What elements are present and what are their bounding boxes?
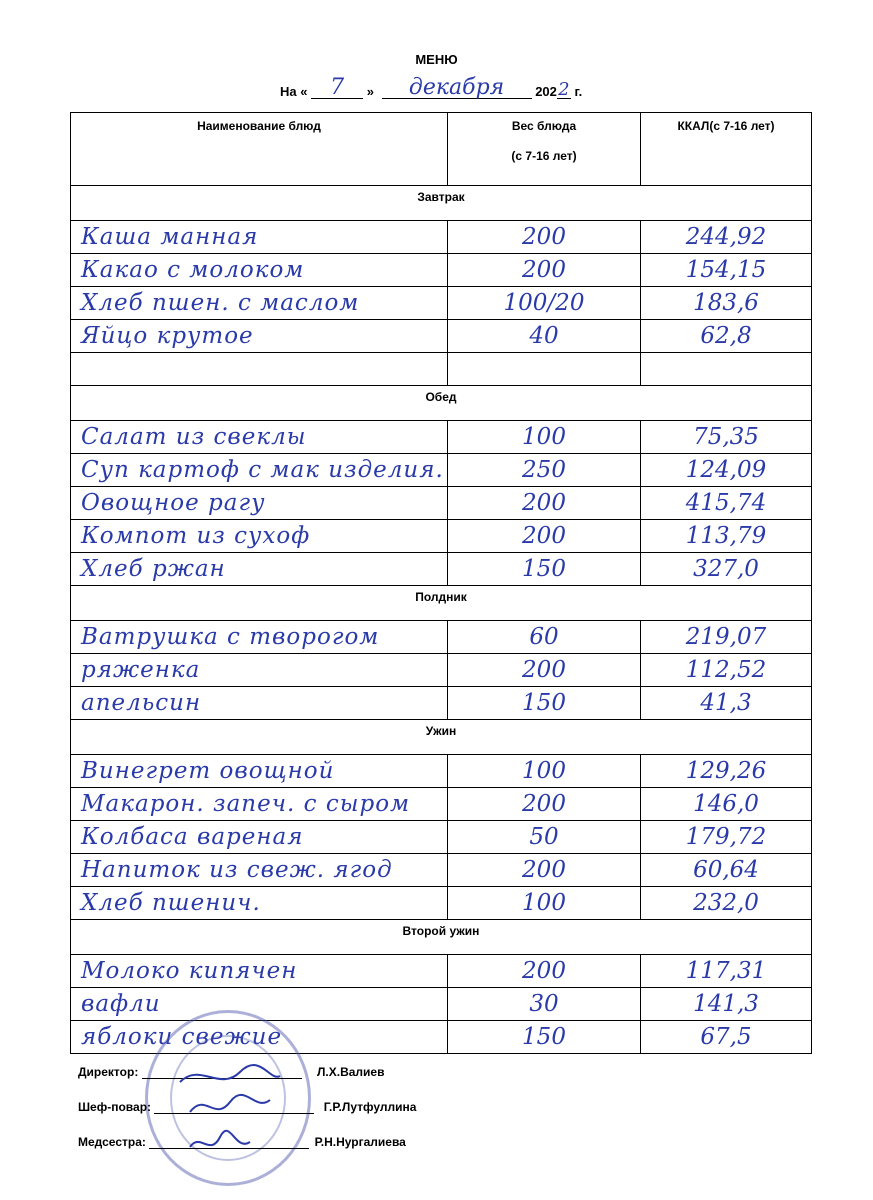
section-title: Ужин bbox=[71, 720, 812, 755]
dish-weight-cell: 100/20 bbox=[448, 287, 641, 320]
dish-weight-cell: 200 bbox=[448, 654, 641, 687]
table-row bbox=[71, 654, 812, 687]
dish-name-cell: Яйцо крутое bbox=[71, 320, 448, 353]
dish-kcal-cell: 113,79 bbox=[641, 520, 812, 553]
page-title: МЕНЮ bbox=[415, 52, 458, 67]
section-title: Завтрак bbox=[71, 186, 812, 221]
table-row bbox=[71, 988, 812, 1021]
dish-weight-cell: 50 bbox=[448, 821, 641, 854]
date-year-digit: 2 bbox=[558, 79, 570, 100]
dish-name-cell: Молоко кипячен bbox=[71, 955, 448, 988]
table-row bbox=[71, 687, 812, 720]
table-row bbox=[71, 487, 812, 520]
dish-name-cell: Суп картоф с мак изделия. bbox=[71, 454, 448, 487]
dish-kcal-cell bbox=[641, 353, 812, 386]
table-row bbox=[71, 887, 812, 920]
dish-weight-cell bbox=[448, 353, 641, 386]
dish-weight-cell: 150 bbox=[448, 1021, 641, 1054]
table-row bbox=[71, 287, 812, 320]
section-title: Второй ужин bbox=[71, 920, 812, 955]
col-header-kcal: ККАЛ(с 7-16 лет) bbox=[641, 113, 812, 186]
dish-name-cell: Хлеб пшенич. bbox=[71, 887, 448, 920]
signature-role: Директор: bbox=[78, 1065, 139, 1079]
dish-kcal-cell: 244,92 bbox=[641, 221, 812, 254]
section-title: Полдник bbox=[71, 586, 812, 621]
dish-weight-cell: 200 bbox=[448, 788, 641, 821]
dish-name-cell: Макарон. запеч. с сыром bbox=[71, 788, 448, 821]
dish-kcal-cell: 154,15 bbox=[641, 254, 812, 287]
table-row bbox=[71, 421, 812, 454]
date-prefix: На « bbox=[280, 84, 308, 99]
section-header-row bbox=[71, 720, 812, 755]
table-row bbox=[71, 755, 812, 788]
dish-name-cell: вафли bbox=[71, 988, 448, 1021]
dish-kcal-cell: 415,74 bbox=[641, 487, 812, 520]
dish-kcal-cell: 179,72 bbox=[641, 821, 812, 854]
table-row bbox=[71, 1021, 812, 1054]
dish-weight-cell: 60 bbox=[448, 621, 641, 654]
dish-name-cell: Винегрет овощной bbox=[71, 755, 448, 788]
col-header-weight: Вес блюда (с 7-16 лет) bbox=[448, 113, 641, 186]
signature-name: Л.Х.Валиев bbox=[317, 1065, 385, 1079]
table-row bbox=[71, 353, 812, 386]
table-row bbox=[71, 221, 812, 254]
date-year-prefix: 202 bbox=[535, 84, 557, 99]
dish-kcal-cell: 62,8 bbox=[641, 320, 812, 353]
signature-name: Р.Н.Нургалиева bbox=[314, 1135, 406, 1149]
dish-kcal-cell: 75,35 bbox=[641, 421, 812, 454]
dish-weight-cell: 200 bbox=[448, 520, 641, 553]
signature-role: Шеф-повар: bbox=[78, 1100, 152, 1114]
dish-weight-cell: 100 bbox=[448, 755, 641, 788]
dish-name-cell: Компот из сухоф bbox=[71, 520, 448, 553]
dish-name-cell: Хлеб пшен. с маслом bbox=[71, 287, 448, 320]
date-year-field bbox=[557, 79, 571, 100]
dish-weight-cell: 200 bbox=[448, 854, 641, 887]
dish-kcal-cell: 183,6 bbox=[641, 287, 812, 320]
dish-kcal-cell: 117,31 bbox=[641, 955, 812, 988]
table-header-row bbox=[71, 113, 812, 186]
date-mid: » bbox=[366, 84, 374, 99]
dish-kcal-cell: 60,64 bbox=[641, 854, 812, 887]
dish-kcal-cell: 67,5 bbox=[641, 1021, 812, 1054]
date-day: 7 bbox=[330, 75, 345, 100]
table-row bbox=[71, 320, 812, 353]
dish-weight-cell: 150 bbox=[448, 553, 641, 586]
dish-name-cell bbox=[71, 353, 448, 386]
dish-weight-cell: 200 bbox=[448, 254, 641, 287]
dish-weight-cell: 100 bbox=[448, 887, 641, 920]
dish-name-cell: Ватрушка с творогом bbox=[71, 621, 448, 654]
dish-name-cell: Напиток из свеж. ягод bbox=[71, 854, 448, 887]
dish-kcal-cell: 146,0 bbox=[641, 788, 812, 821]
dish-weight-cell: 40 bbox=[448, 320, 641, 353]
section-header-row bbox=[71, 586, 812, 621]
section-header-row bbox=[71, 186, 812, 221]
dish-name-cell: Колбаса вареная bbox=[71, 821, 448, 854]
dish-weight-cell: 150 bbox=[448, 687, 641, 720]
dish-weight-cell: 30 bbox=[448, 988, 641, 1021]
dish-weight-cell: 200 bbox=[448, 221, 641, 254]
table-row bbox=[71, 254, 812, 287]
dish-kcal-cell: 232,0 bbox=[641, 887, 812, 920]
date-day-field bbox=[311, 75, 363, 100]
dish-kcal-cell: 41,3 bbox=[641, 687, 812, 720]
date-month: декабря bbox=[408, 75, 505, 100]
section-header-row bbox=[71, 920, 812, 955]
table-row bbox=[71, 621, 812, 654]
dish-weight-cell: 200 bbox=[448, 955, 641, 988]
table-row bbox=[71, 788, 812, 821]
col-header-name: Наименование блюд bbox=[71, 113, 448, 186]
dish-kcal-cell: 124,09 bbox=[641, 454, 812, 487]
dish-name-cell: апельсин bbox=[71, 687, 448, 720]
dish-kcal-cell: 327,0 bbox=[641, 553, 812, 586]
dish-name-cell: ряженка bbox=[71, 654, 448, 687]
dish-kcal-cell: 129,26 bbox=[641, 755, 812, 788]
table-row bbox=[71, 854, 812, 887]
handwritten-signatures-icon bbox=[160, 1062, 320, 1172]
table-row bbox=[71, 454, 812, 487]
dish-name-cell: Салат из свеклы bbox=[71, 421, 448, 454]
table-row bbox=[71, 520, 812, 553]
dish-name-cell: Какао с молоком bbox=[71, 254, 448, 287]
menu-table bbox=[70, 112, 812, 1054]
table-row bbox=[71, 955, 812, 988]
section-header-row bbox=[71, 386, 812, 421]
date-month-field bbox=[382, 75, 532, 100]
date-suffix: г. bbox=[574, 84, 583, 99]
dish-kcal-cell: 112,52 bbox=[641, 654, 812, 687]
section-title: Обед bbox=[71, 386, 812, 421]
dish-name-cell: Хлеб ржан bbox=[71, 553, 448, 586]
dish-weight-cell: 200 bbox=[448, 487, 641, 520]
dish-weight-cell: 250 bbox=[448, 454, 641, 487]
signature-name: Г.Р.Лутфуллина bbox=[323, 1100, 417, 1114]
signature-role: Медсестра: bbox=[78, 1135, 146, 1149]
dish-name-cell: Каша манная bbox=[71, 221, 448, 254]
dish-kcal-cell: 219,07 bbox=[641, 621, 812, 654]
dish-kcal-cell: 141,3 bbox=[641, 988, 812, 1021]
dish-weight-cell: 100 bbox=[448, 421, 641, 454]
table-row bbox=[71, 553, 812, 586]
date-line bbox=[280, 75, 583, 100]
table-row bbox=[71, 821, 812, 854]
dish-name-cell: Овощное рагу bbox=[71, 487, 448, 520]
dish-name-cell: яблоки свежие bbox=[71, 1021, 448, 1054]
